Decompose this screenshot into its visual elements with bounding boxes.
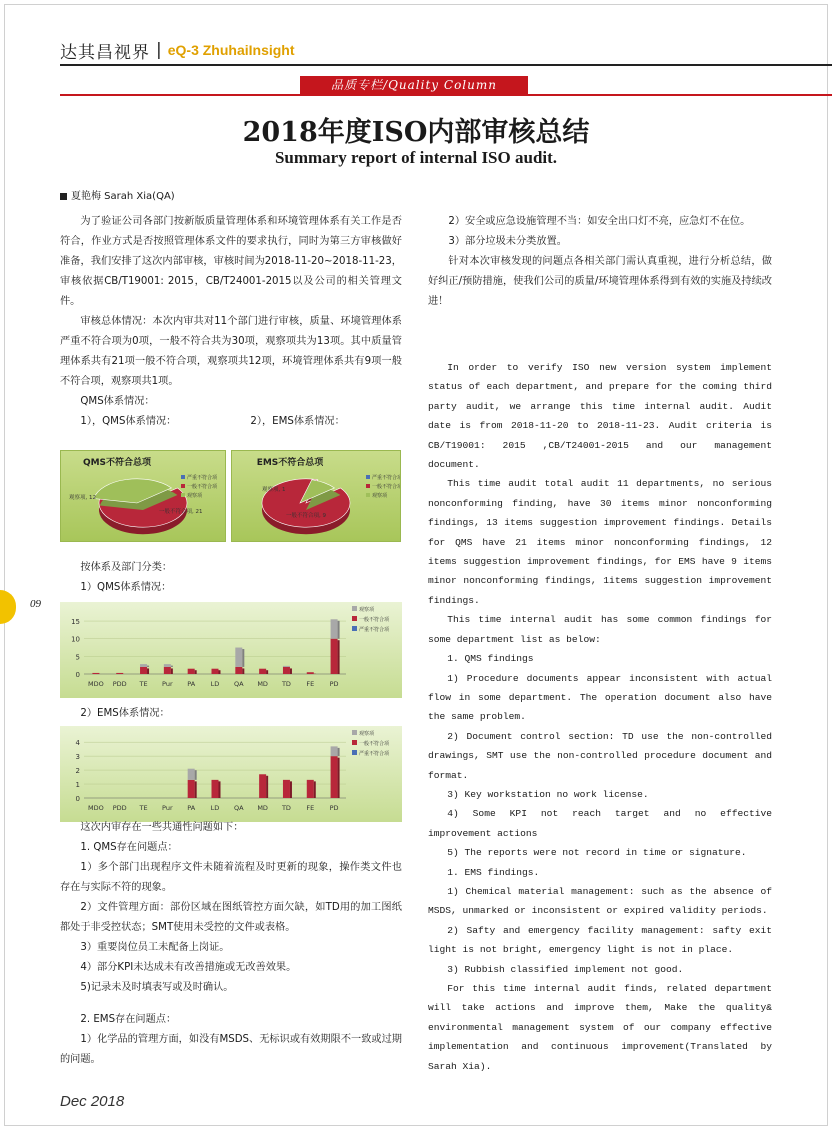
dept-ems-label: 2）EMS体系情况：: [80, 708, 170, 719]
x-tick-label: MDO: [88, 804, 104, 812]
qms-label: QMS体系情况：: [80, 396, 155, 407]
y-tick-label: 10: [71, 635, 80, 644]
qms-bar-chart: [60, 602, 402, 698]
en-qms-finding-1: 1) Procedure documents appear inconsistent with actual flow in some department. The operation document also have the same problem.: [428, 672, 772, 723]
en-paragraph-overview: This time audit total audit 11 departments, no serious nonconforming finding, have 30 items minor nonconforming findings, 13 items suggestion improvement findings. Details for QMS have 21 items minor nonconforming findings, 12 items suggestion improvement findings, for EMS have 9 items minor nonconforming findings, 1items suggestion improvement findings.: [428, 478, 772, 606]
legend-swatch: [366, 475, 370, 479]
x-tick-label: PDD: [112, 680, 127, 688]
bar-side: [338, 758, 340, 798]
bar-PD-观察项: [331, 619, 338, 638]
bar-PA-观察项: [188, 769, 195, 780]
legend-label: 观察项: [359, 731, 375, 737]
magazine-header: [60, 38, 295, 62]
pie-slice-label: 观察项, 12: [69, 495, 96, 501]
x-tick-label: MD: [257, 804, 268, 812]
ems-findings-heading: 2. EMS存在问题点：: [80, 1014, 177, 1025]
qms-bar-svg: [60, 602, 402, 698]
dept-ems-label-wrap: [60, 704, 402, 724]
bar-side: [338, 640, 340, 674]
left-column-findings: [60, 818, 402, 1070]
author-name: 夏艳梅 Sarah Xia(QA): [71, 191, 175, 202]
x-tick-label: PA: [187, 680, 196, 688]
paragraph-purpose: 为了验证公司各部门按新版质量管理体系和环境管理体系有关工作是否符合，作业方式是否按照管理体系文件的要求执行，同时为第三方审核做好准备，我们安排了这次内部审核，审核时间为2018-11-20~2018-11-23，审核依据CB/T19001: 2015，CB/T24001-2015以及公司的相关管理文件。: [60, 216, 402, 307]
column-label: 品质专栏/Quality Column: [300, 76, 528, 95]
ems-finding-3: 3）部分垃圾未分类放置。: [448, 236, 567, 247]
y-tick-label: 15: [71, 618, 80, 627]
bar-side: [195, 670, 197, 674]
bar-side: [242, 649, 244, 667]
paragraph-overview: 审核总体情况：本次内审共对11个部门进行审核，质量、环境管理体系严重不符合项为0项，一般不符合共为30项，观察项共为13项。其中质量管理体系共有21项一般不符合项，观察项共12项，环境管理体系共有9项一般不符合项，观察项共1项。: [60, 316, 402, 387]
bar-PD-观察项: [331, 746, 338, 756]
pie-slice-label: 观察项, 1: [262, 487, 286, 493]
bar-FE-一般不符合项: [307, 672, 314, 674]
author-line: [60, 187, 175, 202]
x-tick-label: QA: [234, 804, 244, 812]
ems-finding-1: 1）化学品的管理方面，如没有MSDS、无标识或有效期限不一致或过期的问题。: [60, 1034, 402, 1065]
bar-QA-观察项: [235, 648, 242, 667]
bar-side: [290, 781, 292, 798]
qms-pie-title: QMS不符合总项: [82, 458, 152, 468]
en-paragraph-common: This time internal audit has some common findings for some department list as below:: [428, 614, 772, 645]
legend-swatch: [181, 484, 185, 488]
right-column-en: [428, 358, 772, 1076]
y-tick-label: 1: [75, 781, 80, 790]
en-closing-paragraph: For this time internal audit finds, related department will take actions and improve them, Make the quality& environmental management system of our company effective implementation and continuous improvement(Translated by Sarah Xia).: [428, 983, 772, 1072]
en-qms-finding-2: 2) Document control section: TD use the non-controlled drawings, SMT use the non-controlled procedure document and format.: [428, 730, 772, 781]
bar-TD-一般不符合项: [283, 667, 290, 674]
bar-PDD-一般不符合项: [116, 673, 123, 674]
bar-LD-一般不符合项: [212, 669, 219, 674]
legend-label: 严重不符合项: [187, 475, 218, 481]
bar-LD-一般不符合项: [212, 780, 219, 798]
qms-findings-heading: 1. QMS存在问题点：: [80, 842, 178, 853]
legend-label: 一般不符合项: [187, 484, 218, 490]
bar-side: [171, 668, 173, 674]
ems-pie-svg: [232, 451, 400, 541]
en-qms-finding-3: 3) Key workstation no work license.: [447, 788, 649, 800]
qms-finding-3: 3）重要岗位员工未配备上岗证。: [80, 942, 230, 953]
qms-pie-chart: [60, 450, 226, 542]
x-tick-label: QA: [234, 680, 244, 688]
bar-side: [338, 621, 340, 639]
bar-MD-一般不符合项: [259, 774, 266, 798]
x-tick-label: TE: [139, 804, 148, 812]
x-tick-label: FE: [306, 680, 315, 688]
y-tick-label: 2: [75, 767, 80, 776]
bar-TE-观察项: [140, 664, 147, 667]
page-tab: [0, 590, 16, 624]
x-tick-label: PDD: [112, 804, 127, 812]
page-number: 09: [30, 598, 41, 610]
ems-finding-2: 2）安全或应急设施管理不当：如安全出口灯不亮，应急灯不在位。: [448, 216, 751, 227]
en-paragraph-purpose: In order to verify ISO new version system implement status of each department, and prepare for the coming third party audit, we arrange this time internal audit. Audit date is from 2018-11-20 to 2018-11-23. Audit criteria is CB/T19001: 2015 ,CB/T24001-2015 and our management document.: [428, 362, 772, 471]
bar-TE-一般不符合项: [140, 667, 147, 674]
en-qms-heading: 1. QMS findings: [447, 653, 534, 665]
ems-pie-chart: [231, 450, 401, 542]
right-column-cn: [428, 212, 772, 312]
x-tick-label: TD: [281, 804, 291, 812]
bar-Pur-观察项: [164, 664, 171, 667]
bar-FE-一般不符合项: [307, 780, 314, 798]
left-column-intro: [60, 212, 402, 432]
ems-bar-svg: [60, 726, 402, 822]
qms-pie-legend: [181, 474, 218, 499]
x-tick-label: LD: [210, 804, 220, 812]
y-tick-label: 3: [75, 753, 80, 762]
legend-swatch: [352, 750, 357, 755]
qms-finding-1: 1）多个部门出现程序文件未随着流程及时更新的现象，操作类文件也存在与实际不符的现象。: [60, 862, 402, 893]
legend-swatch: [366, 484, 370, 488]
magazine-title-en: eQ-3 ZhuhaiInsight: [167, 42, 295, 58]
x-tick-label: MDO: [88, 680, 104, 688]
en-ems-finding-3: 3) Rubbish classified implement not good.: [447, 963, 684, 975]
bar-TD-一般不符合项: [283, 780, 290, 798]
en-qms-finding-4: 4) Some KPI not reach target and no effective improvement actions: [428, 808, 772, 839]
caption-qms: 1），QMS体系情况：: [80, 416, 177, 427]
legend-label: 严重不符合项: [359, 627, 390, 633]
pie-slice-label: 一般不符合项, 21: [159, 509, 203, 515]
en-ems-finding-2: 2) Safty and emergency facility management: safty exit light is not bright, emergency light is not in place.: [428, 924, 772, 956]
y-tick-label: 0: [75, 671, 80, 679]
bar-side: [314, 781, 316, 798]
legend-swatch: [366, 493, 370, 497]
x-tick-label: PA: [187, 804, 196, 812]
legend-swatch: [352, 606, 357, 611]
bar-side: [290, 668, 292, 674]
header-rule: [60, 64, 832, 66]
bar-Pur-一般不符合项: [164, 667, 171, 674]
ems-pie-title: EMS不符合总项: [256, 458, 324, 468]
legend-label: 一般不符合项: [372, 484, 400, 490]
ems-bar-chart: [60, 726, 402, 822]
x-tick-label: FE: [306, 804, 315, 812]
y-tick-label: 5: [75, 653, 80, 662]
en-ems-heading: 1. EMS findings.: [447, 866, 540, 878]
bar-side: [147, 668, 149, 674]
bar-side: [242, 668, 244, 674]
bar-TD-观察项: [283, 666, 290, 667]
legend-swatch: [181, 493, 185, 497]
article-title: 2018年度ISO内部审核总结: [242, 117, 590, 148]
ems-pie-slices: [262, 479, 350, 534]
magazine-title-cn: 达其昌视界: [60, 42, 150, 63]
square-bullet-icon: [60, 193, 67, 200]
x-tick-label: MD: [257, 680, 268, 688]
dept-label: 按体系及部门分类：: [80, 562, 173, 573]
bar-side: [219, 670, 221, 674]
en-ems-finding-1: 1) Chemical material management: such as the absence of MSDS, unmarked or inconsistent or expired validity periods.: [428, 885, 772, 917]
bar-PD-一般不符合项: [331, 756, 338, 798]
dept-qms-label: 1）QMS体系情况：: [80, 582, 172, 593]
qms-pie-svg: [61, 451, 225, 541]
caption-ems: 2），EMS体系情况：: [250, 416, 345, 427]
legend-label: 观察项: [372, 493, 388, 499]
legend-label: 一般不符合项: [359, 741, 390, 747]
common-findings-intro: 这次内审存在一些共通性问题如下：: [80, 822, 244, 833]
bar-MD-一般不符合项: [259, 669, 266, 674]
legend-label: 一般不符合项: [359, 617, 390, 623]
y-tick-label: 4: [75, 739, 80, 748]
spacer: [60, 998, 402, 1010]
closing-paragraph: 针对本次审核发现的问题点各相关部门需认真重视，进行分析总结，做好纠正/预防措施，使我们公司的质量/环境管理体系得到有效的实施及持续改进！: [428, 256, 772, 307]
bar-side: [195, 770, 197, 780]
bar-side: [266, 670, 268, 674]
pie-slice-label: 一般不符合项, 9: [286, 513, 326, 519]
legend-label: 观察项: [187, 493, 203, 499]
x-tick-label: Pur: [162, 680, 173, 688]
legend-swatch: [181, 475, 185, 479]
bar-MDO-一般不符合项: [92, 673, 99, 674]
legend-swatch: [352, 616, 357, 621]
bar-side: [171, 666, 173, 667]
x-tick-label: PD: [329, 680, 339, 688]
y-tick-label: 0: [75, 795, 80, 803]
legend-label: 严重不符合项: [359, 751, 390, 757]
header-separator: |: [156, 40, 162, 60]
bar-PA-一般不符合项: [188, 780, 195, 798]
article-subtitle: Summary report of internal ISO audit.: [274, 148, 558, 167]
legend-swatch: [352, 626, 357, 631]
dept-section-labels: [60, 558, 402, 598]
bar-PD-一般不符合项: [331, 639, 338, 674]
bar-side: [195, 781, 197, 798]
en-qms-finding-5: 5) The reports were not record in time or signature.: [447, 847, 747, 859]
legend-label: 严重不符合项: [372, 475, 400, 481]
ems-pie-legend: [366, 474, 400, 499]
bar-PA-一般不符合项: [188, 669, 195, 674]
legend-label: 观察项: [359, 607, 375, 613]
x-tick-label: LD: [210, 680, 220, 688]
qms-finding-5: 5)记录未及时填表写或及时确认。: [80, 982, 234, 993]
chart-captions: [60, 412, 402, 432]
x-tick-label: TE: [139, 680, 148, 688]
legend-swatch: [352, 740, 357, 745]
footer-date: Dec 2018: [60, 1093, 125, 1110]
bar-side: [266, 776, 268, 798]
x-tick-label: TD: [281, 680, 291, 688]
bar-side: [219, 781, 221, 798]
bar-side: [147, 666, 149, 667]
x-tick-label: Pur: [162, 804, 173, 812]
qms-finding-4: 4）部分KPI未达成未有改善措施或无改善效果。: [80, 962, 297, 973]
bar-side: [338, 748, 340, 756]
bar-QA-一般不符合项: [235, 667, 242, 674]
qms-finding-2: 2）文件管理方面：部份区域在图纸管控方面欠缺，如TD用的加工图纸都处于非受控状态；SMT使用未受控的文件或表格。: [60, 902, 402, 933]
legend-swatch: [352, 730, 357, 735]
x-tick-label: PD: [329, 804, 339, 812]
